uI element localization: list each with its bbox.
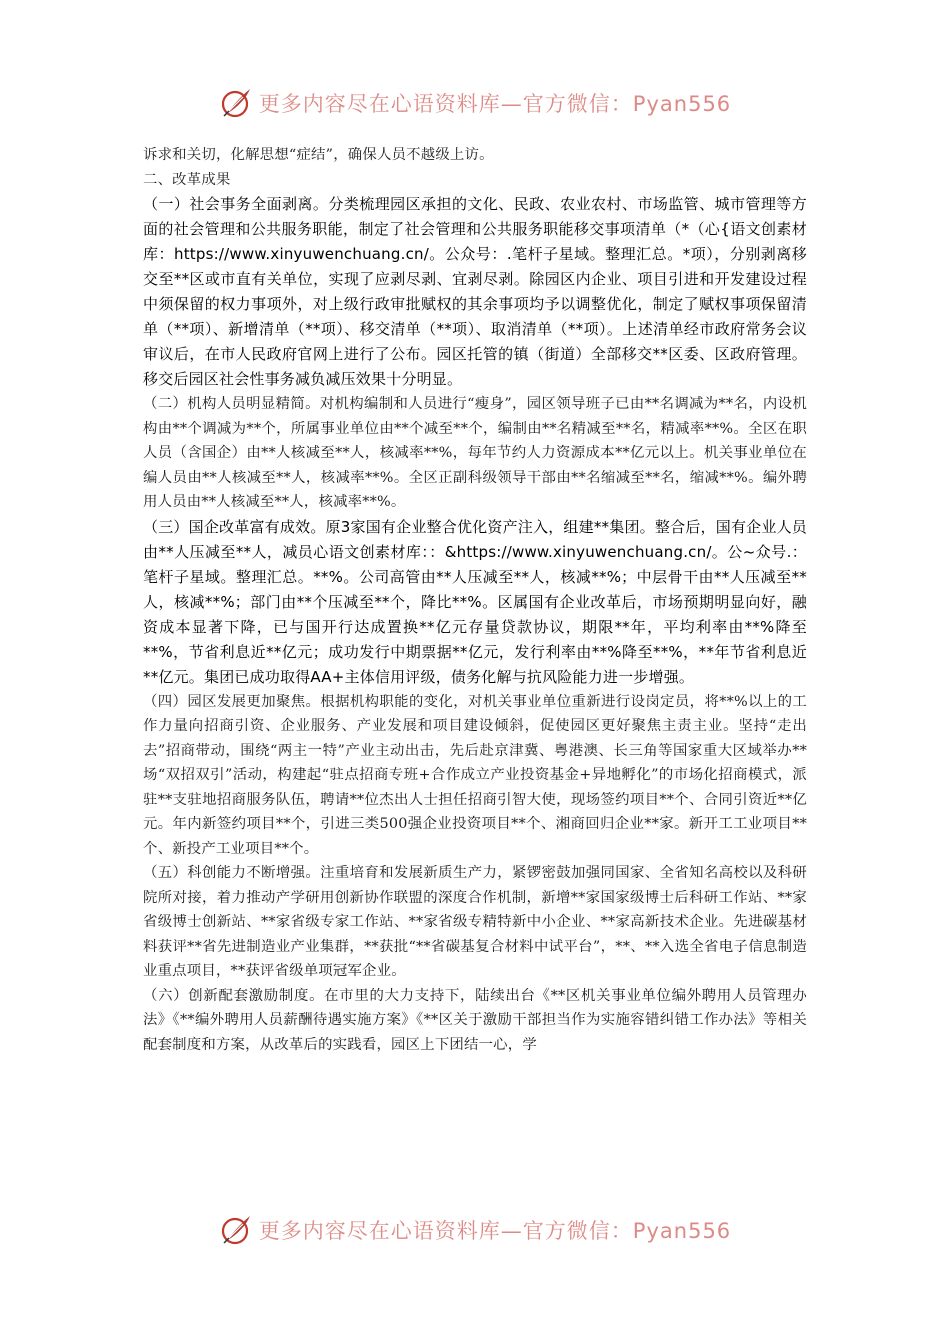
header-banner (0, 83, 950, 123)
banner-text: 更多内容尽在心语资料库—官方微信：Pyan556 (258, 92, 732, 116)
quill-logo-icon (219, 86, 253, 120)
paragraph-6: （六）创新配套激励制度。在市里的大力支持下，陆续出台《**区机关事业单位编外聘用人员管理办法》《**编外聘用人员薪酬待遇实施方案》《**区关于激励干部担当作为实施容错纠错工作办法》等相关配套制度和方案，从改革后的实践看，园区上下团结一心，学 (143, 987, 807, 1053)
paragraph-4: （四）园区发展更加聚焦。根据机构职能的变化，对机关事业单位重新进行设岗定员，将**%以上的工作力量向招商引资、企业服务、产业发展和项目建设倾斜，促使园区更好聚焦主责主业。坚持“走出去”招商带动，围绕“两主一特”产业主动出击，先后赴京津冀、粤港澳、长三角等国家重大区域举办**场“双招双引”活动，构建起“驻点招商专班+合作成立产业投资基金+异地孵化”的市场化招商模式，派驻**支驻地招商服务队伍，聘请**位杰出人士担任招商引智大使，现场签约项目**个、合同引资近**亿元。年内新签约项目**个，引进三类500强企业投资项目**个、湘商回归企业**家。新开工工业项目**个、新投产工业项目**个。 (143, 693, 807, 857)
paragraph-5: （五）科创能力不断增强。注重培育和发展新质生产力，紧锣密鼓加强同国家、全省知名高校以及科研院所对接，着力推动产学研用创新协作联盟的深度合作机制，新增**家国家级博士后科研工作站、**家省级博士创新站、**家省级专家工作站、**家省级专精特新中小企业、**家高新技术企业。先进碳基材料获评**省先进制造业产业集群，**获批“**省碳基复合材料中试平台”，**、**入选全省电子信息制造业重点项目，**获评省级单项冠军企业。 (143, 865, 807, 979)
paragraph-2: （二）机构人员明显精简。对机构编制和人员进行“瘦身”，园区领导班子已由**名调减为**名，内设机构由**个调减为**个，所属事业单位由**个减至**个，编制由**名精减至**名，精减率**%。全区在职人员（含国企）由**人核减至**人，核减率**%，每年节约人力资源成本**亿元以上。机关事业单位在编人员由**人核减至**人，核减率**%。全区正副科级领导干部由**名缩减至**名，缩减**%。编外聘用人员由**人核减至**人，核减率**%。 (143, 396, 807, 510)
section-heading: 二、改革成果 (143, 171, 231, 188)
quill-logo-icon (219, 1213, 253, 1247)
paragraph-3: （三）国企改革富有成效。原3家国有企业整合优化资产注入，组建**集团。整合后，国有企业人员由**人压减至**人，减员心语文创素材库：：&https://www.xinyuwenchuang.cn/。公~众号.：笔杆子星域。整理汇总。**%。公司高管由**人压减至**人，核减**%；中层骨干由**人压减至**人，核减**%；部门由**个压减至**个，降比**%。区属国有企业改革后，市场预期明显向好，融资成本显著下降，已与国开行达成置换**亿元存量贷款协议，期限**年，平均利率由**%降至**%，节省利息近**亿元；成功发行中期票据**亿元，发行利率由**%降至**%，**年节省利息近**亿元。集团已成功取得AA+主体信用评级，债务化解与抗风险能力进一步增强。 (143, 517, 807, 686)
paragraph-intro: 诉求和关切，化解思想“症结”，确保人员不越级上访。 (143, 147, 494, 163)
paragraph-1: （一）社会事务全面剥离。分类梳理园区承担的文化、民政、农业农村、市场监管、城市管理等方面的社会管理和公共服务职能，制定了社会管理和公共服务职能移交事项清单（*（心{语文创素材库：https://www.xinyuwenchuang.cn/。公众号：.笔杆子星域。整理汇总。*项），分别剥离移交至**区或市直有关单位，实现了应剥尽剥、宜剥尽剥。除园区内企业、项目引进和开发建设过程中须保留的权力事项外，对上级行政审批赋权的其余事项均予以调整优化，制定了赋权事项保留清单（**项）、新增清单（**项）、移交清单（**项）、取消清单（**项）。上述清单经市政府常务会议审议后，在市人民政府官网上进行了公布。园区托管的镇（街道）全部移交**区委、区政府管理。移交后园区社会性事务减负减压效果十分明显。 (143, 195, 807, 388)
banner-text: 更多内容尽在心语资料库—官方微信：Pyan556 (258, 1219, 732, 1243)
document-body (143, 143, 807, 1057)
footer-banner (0, 1210, 950, 1250)
